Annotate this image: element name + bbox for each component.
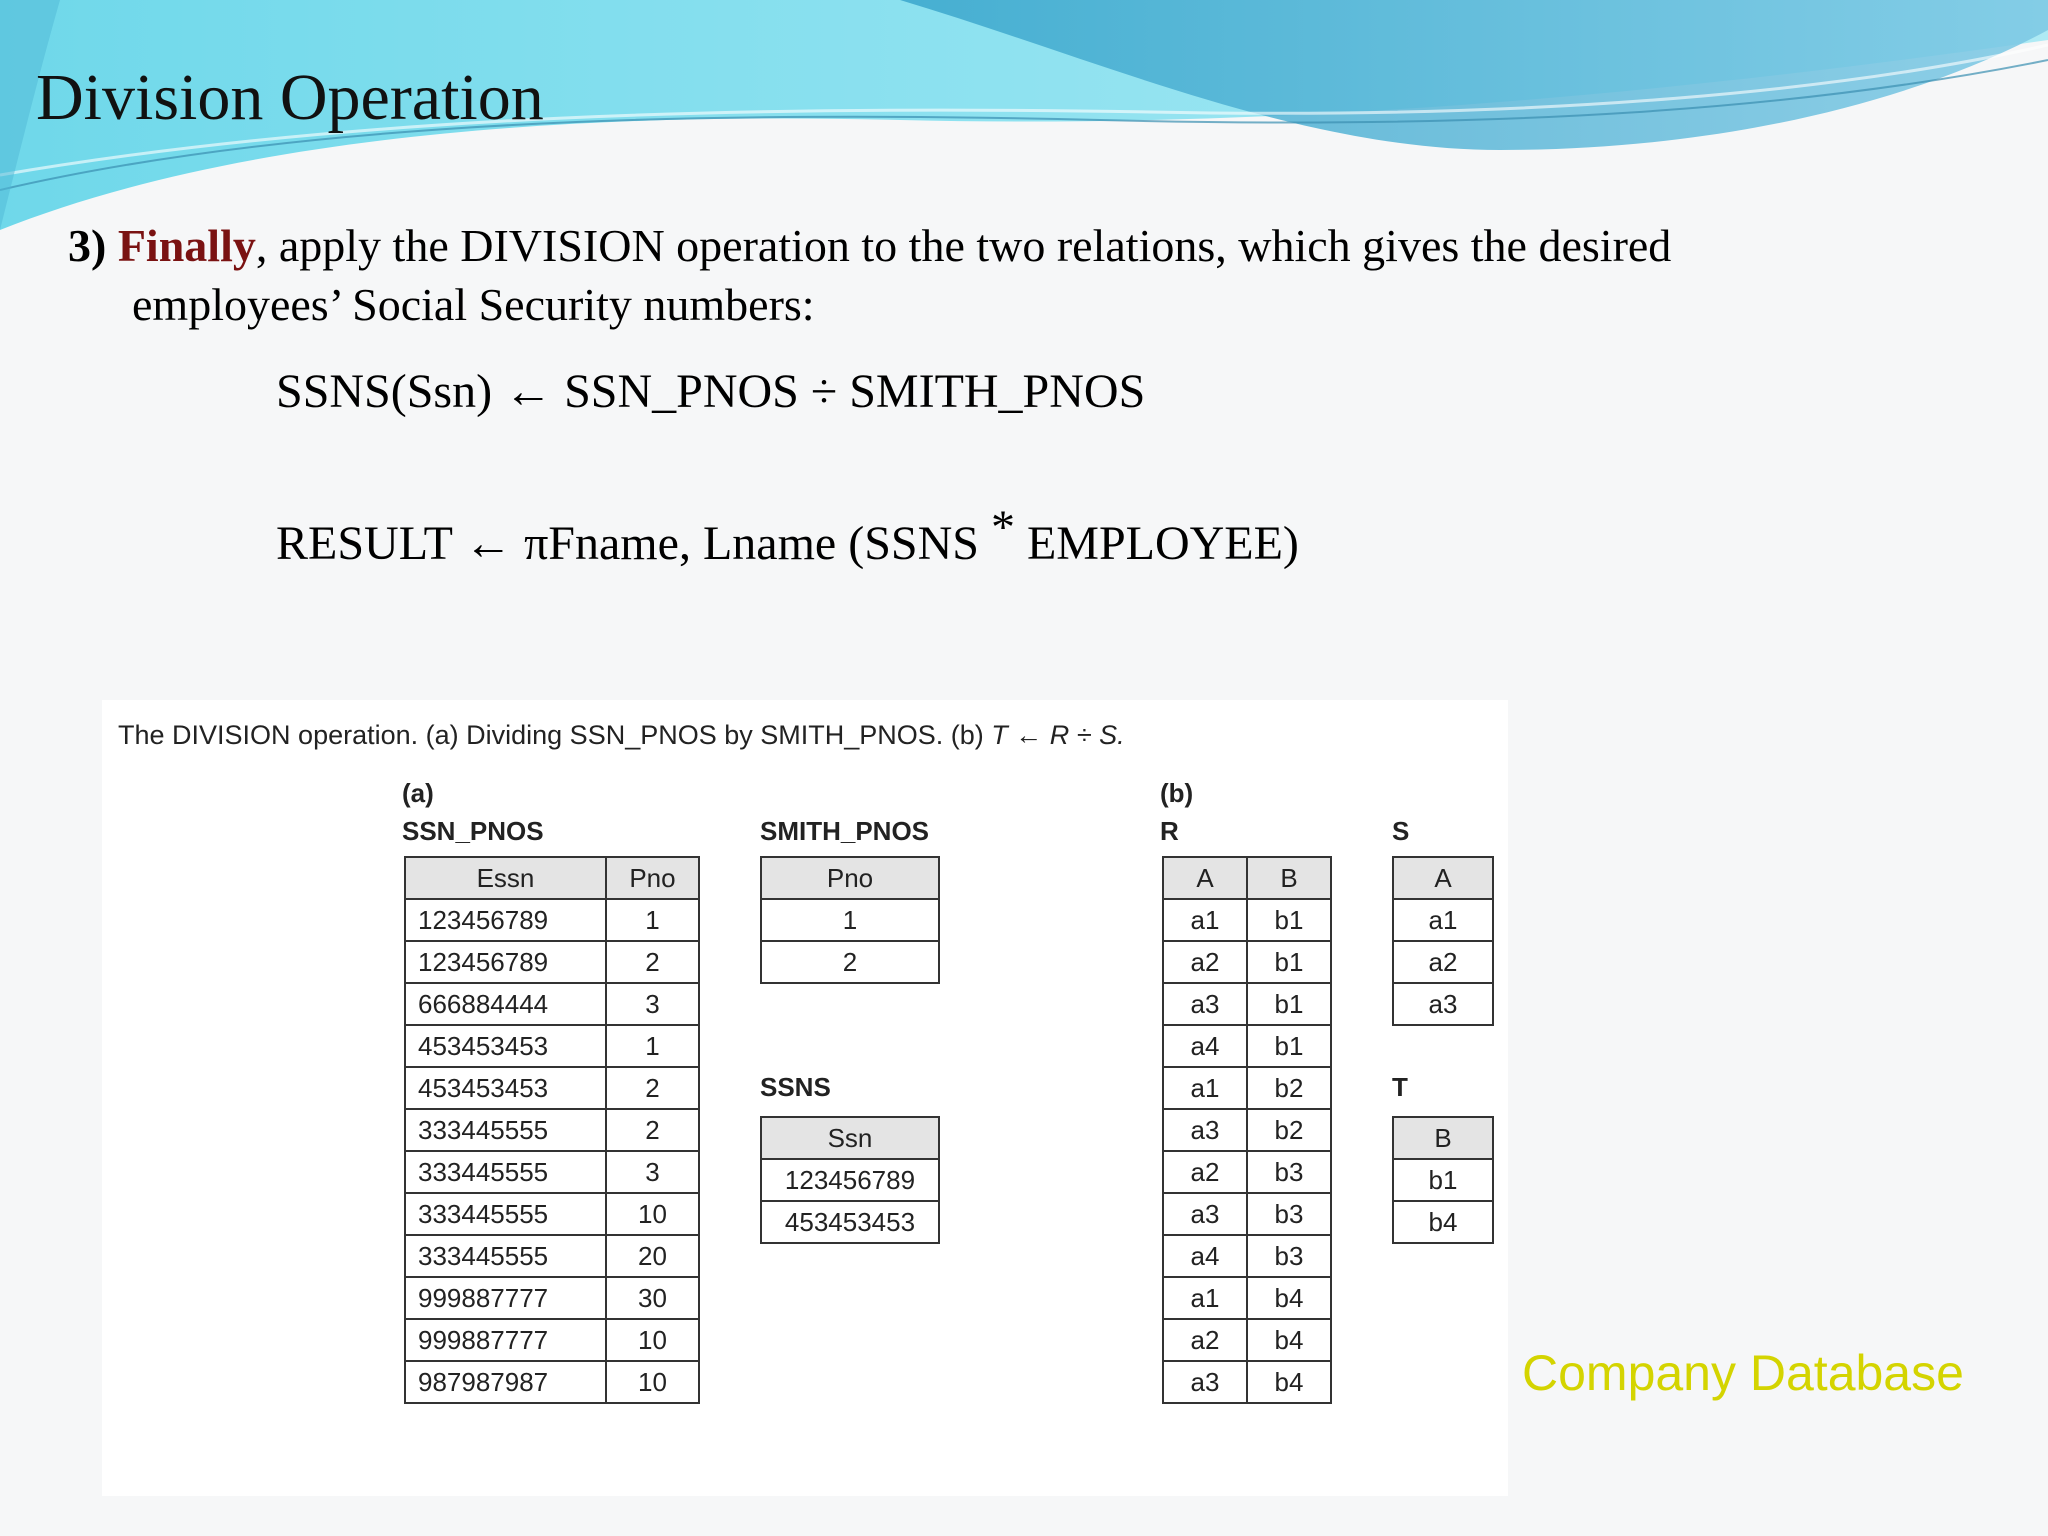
t-name: T	[1392, 1072, 1408, 1102]
table-header-row	[1393, 1117, 1493, 1159]
table-cell: b4	[1247, 1319, 1331, 1361]
table-row	[1163, 1025, 1331, 1067]
part-a-label: (a)	[402, 778, 434, 808]
table-cell: b1	[1247, 899, 1331, 941]
ssn-pnos-name: SSN_PNOS	[402, 816, 544, 846]
table-cell: 10	[606, 1193, 699, 1235]
table-cell: b4	[1393, 1201, 1493, 1243]
table-cell: 999887777	[405, 1277, 606, 1319]
table-cell: a4	[1163, 1235, 1247, 1277]
table-header-row	[405, 857, 699, 899]
table-cell: 123456789	[761, 1159, 939, 1201]
table-cell: b1	[1247, 983, 1331, 1025]
table-cell: 3	[606, 983, 699, 1025]
table-row	[1163, 1151, 1331, 1193]
table-row	[405, 1235, 699, 1277]
table-row	[1163, 899, 1331, 941]
table-cell: a2	[1393, 941, 1493, 983]
caption-prefix: The DIVISION operation. (a) Dividing SSN_PNOS by SMITH_PNOS. (b)	[118, 720, 992, 750]
table-cell: 2	[606, 1067, 699, 1109]
table-cell: 123456789	[405, 941, 606, 983]
bullet-text-line2: employees’ Social Security numbers:	[132, 279, 815, 330]
table-cell: a2	[1163, 941, 1247, 983]
table-row	[405, 1109, 699, 1151]
table-row	[405, 1193, 699, 1235]
table-cell: b1	[1247, 941, 1331, 983]
table-row	[405, 899, 699, 941]
table-row	[1163, 1067, 1331, 1109]
table-cell: 20	[606, 1235, 699, 1277]
table-cell: a1	[1163, 1277, 1247, 1319]
table-row	[1393, 899, 1493, 941]
table-cell: b3	[1247, 1235, 1331, 1277]
table-cell: a1	[1163, 1067, 1247, 1109]
smith-pnos-table	[760, 856, 940, 984]
bullet-number: 3)	[68, 220, 107, 271]
slide-title: Division Operation	[36, 61, 544, 134]
table-cell: b4	[1247, 1361, 1331, 1403]
table-row	[761, 1201, 939, 1243]
table-cell: b4	[1247, 1277, 1331, 1319]
table-row	[1393, 941, 1493, 983]
table-cell: a2	[1163, 1151, 1247, 1193]
smith-pnos-name: SMITH_PNOS	[760, 816, 930, 846]
table-cell: 123456789	[405, 899, 606, 941]
table-cell: 333445555	[405, 1193, 606, 1235]
table-row	[1393, 1201, 1493, 1243]
table-cell: 10	[606, 1361, 699, 1403]
table-row	[761, 941, 939, 983]
r-table	[1162, 856, 1332, 1404]
table-cell: a3	[1163, 1361, 1247, 1403]
s-table	[1392, 856, 1494, 1026]
column-header: Essn	[405, 857, 606, 899]
table-header-row	[761, 1117, 939, 1159]
table-cell: 2	[606, 1109, 699, 1151]
table-cell: 453453453	[405, 1025, 606, 1067]
column-header: A	[1393, 857, 1493, 899]
table-row	[405, 1361, 699, 1403]
formula-result-main: RESULT ← πFname, Lname (SSNS	[276, 517, 991, 570]
table-cell: 30	[606, 1277, 699, 1319]
table-cell: 333445555	[405, 1235, 606, 1277]
r-name: R	[1160, 816, 1179, 846]
table-cell: 2	[761, 941, 939, 983]
column-header: B	[1247, 857, 1331, 899]
table-cell: 453453453	[405, 1067, 606, 1109]
column-header: A	[1163, 857, 1247, 899]
t-table	[1392, 1116, 1494, 1244]
ssns-name: SSNS	[760, 1072, 831, 1102]
table-cell: a3	[1163, 1193, 1247, 1235]
table-cell: 3	[606, 1151, 699, 1193]
table-row	[1163, 1277, 1331, 1319]
formula-ssns: SSNS(Ssn) ← SSN_PNOS ÷ SMITH_PNOS	[276, 365, 1146, 418]
table-cell: 333445555	[405, 1151, 606, 1193]
table-row	[1163, 1319, 1331, 1361]
table-cell: 1	[606, 1025, 699, 1067]
table-cell: a3	[1163, 1109, 1247, 1151]
table-row	[1163, 1235, 1331, 1277]
table-row	[761, 899, 939, 941]
table-cell: 1	[606, 899, 699, 941]
caption-expression: T ← R ÷ S.	[991, 720, 1125, 750]
table-cell: a1	[1163, 899, 1247, 941]
division-figure	[102, 700, 1508, 1496]
table-header-row	[1393, 857, 1493, 899]
table-row	[405, 941, 699, 983]
table-header-row	[761, 857, 939, 899]
table-row	[1163, 941, 1331, 983]
table-row	[1163, 1193, 1331, 1235]
column-header: Pno	[606, 857, 699, 899]
table-cell: 999887777	[405, 1319, 606, 1361]
table-cell: b3	[1247, 1151, 1331, 1193]
bullet-paragraph	[68, 216, 1968, 334]
table-row	[405, 1151, 699, 1193]
table-header-row	[1163, 857, 1331, 899]
table-row	[1393, 1159, 1493, 1201]
table-row	[1393, 983, 1493, 1025]
column-header: B	[1393, 1117, 1493, 1159]
table-cell: b3	[1247, 1193, 1331, 1235]
table-cell: b2	[1247, 1109, 1331, 1151]
s-name: S	[1392, 816, 1410, 846]
table-cell: 666884444	[405, 983, 606, 1025]
part-b-label: (b)	[1160, 778, 1194, 808]
company-database-label: Company Database	[1522, 1345, 1964, 1401]
formula-result	[276, 501, 1299, 571]
table-cell: 1	[761, 899, 939, 941]
table-row	[761, 1159, 939, 1201]
table-row	[405, 1277, 699, 1319]
formula-result-end: EMPLOYEE)	[1014, 517, 1299, 570]
ssn-pnos-table	[404, 856, 700, 1404]
table-cell: a2	[1163, 1319, 1247, 1361]
table-cell: 333445555	[405, 1109, 606, 1151]
table-cell: a3	[1393, 983, 1493, 1025]
table-cell: 987987987	[405, 1361, 606, 1403]
table-row	[405, 983, 699, 1025]
column-header: Ssn	[761, 1117, 939, 1159]
table-cell: b2	[1247, 1067, 1331, 1109]
table-cell: a3	[1163, 983, 1247, 1025]
table-cell: 10	[606, 1319, 699, 1361]
table-cell: 2	[606, 941, 699, 983]
bullet-highlight: Finally	[117, 220, 256, 271]
table-cell: 453453453	[761, 1201, 939, 1243]
natural-join-star: *	[990, 501, 1015, 554]
table-row	[405, 1319, 699, 1361]
table-row	[1163, 983, 1331, 1025]
ssns-table	[760, 1116, 940, 1244]
table-row	[405, 1025, 699, 1067]
table-cell: b1	[1247, 1025, 1331, 1067]
table-row	[1163, 1109, 1331, 1151]
table-cell: a4	[1163, 1025, 1247, 1067]
table-row	[405, 1067, 699, 1109]
table-cell: a1	[1393, 899, 1493, 941]
bullet-text-line1: , apply the DIVISION operation to the two relations, which gives the desired	[255, 220, 1672, 271]
table-row	[1163, 1361, 1331, 1403]
table-cell: b1	[1393, 1159, 1493, 1201]
figure-caption	[118, 720, 1125, 751]
column-header: Pno	[761, 857, 939, 899]
